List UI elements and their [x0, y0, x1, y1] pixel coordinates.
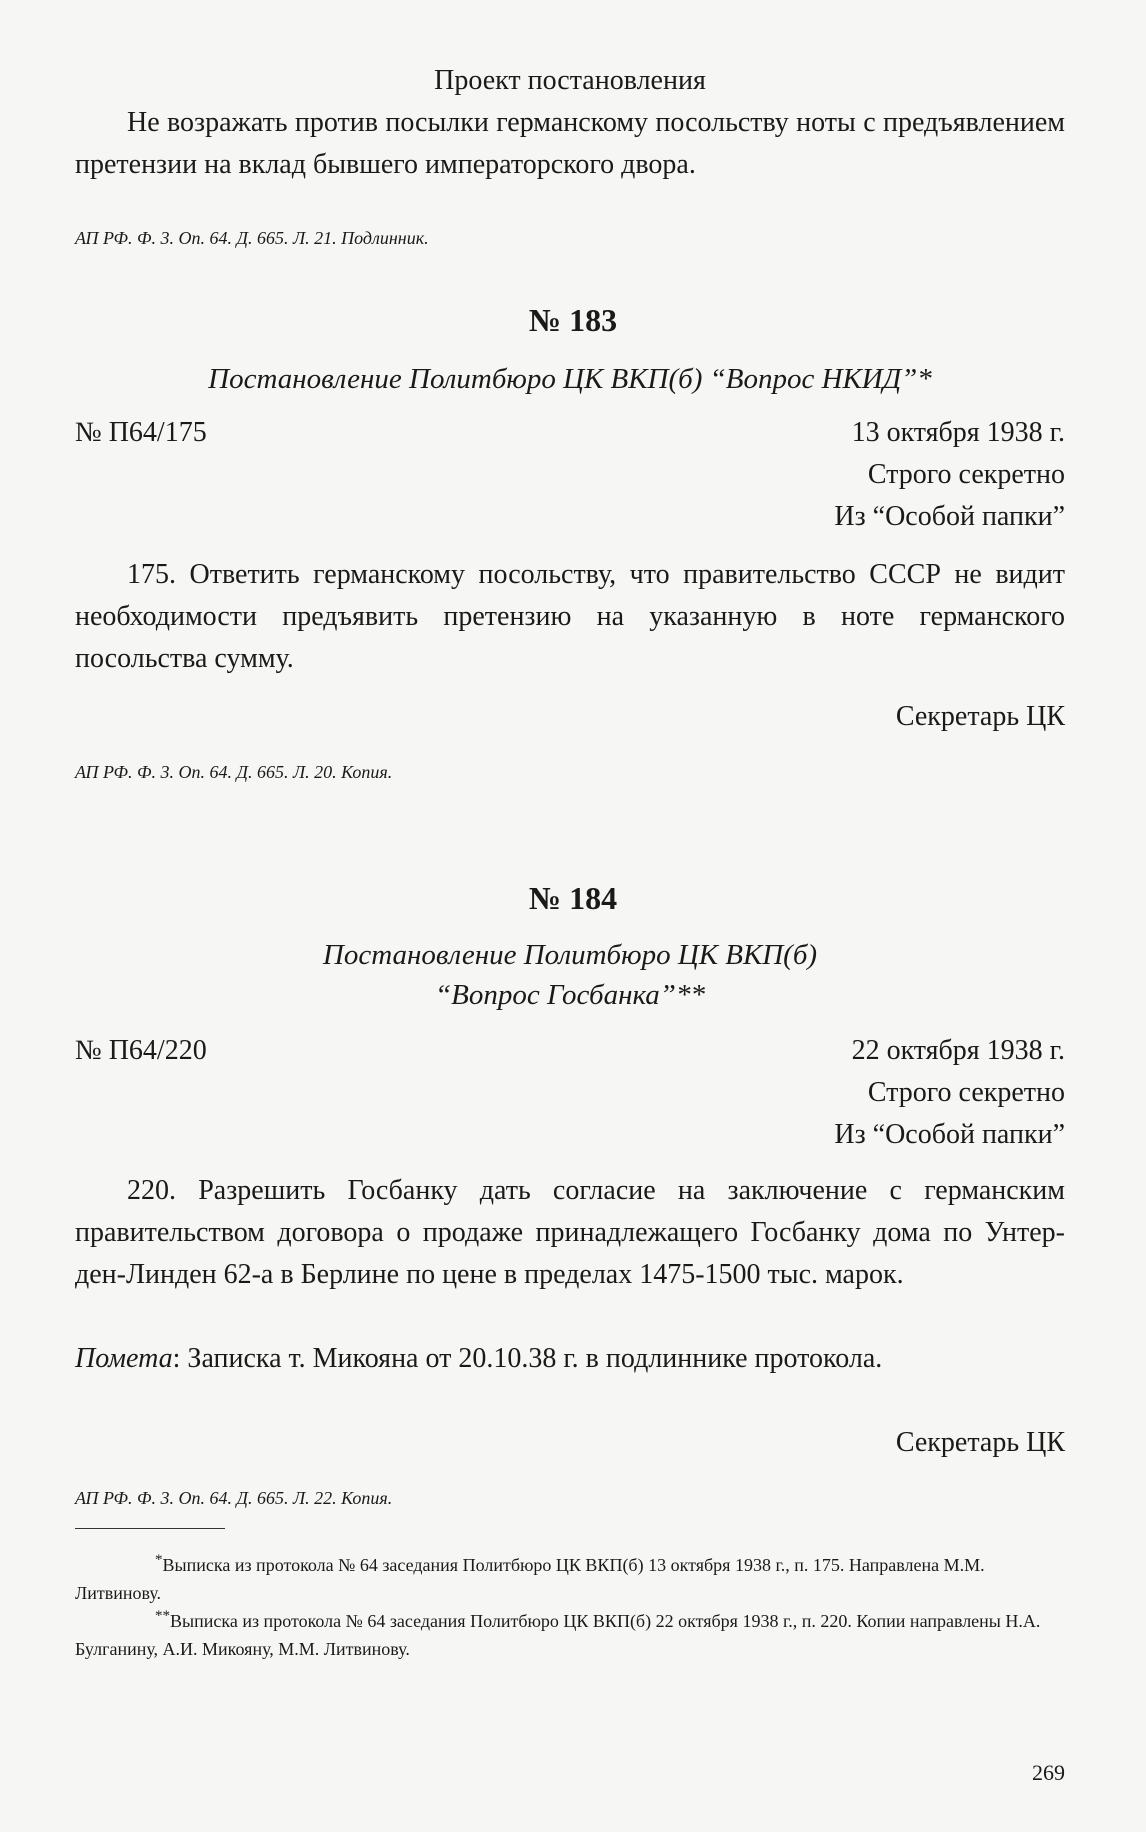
footnote-2: **Выписка из протокола № 64 заседания Политбюро ЦК ВКП(б) 22 октября 1938 г., п. 220. Копии направлены Н.А. Булганину, А.И. Микояну, М.М. Литвинову.: [75, 1608, 1041, 1659]
doc183-secrecy: Строго секретно: [867, 459, 1065, 490]
doc184-title-line1: Постановление Политбюро ЦК ВКП(б): [322, 939, 818, 971]
footnote-1: *Выписка из протокола № 64 заседания Политбюро ЦК ВКП(б) 13 октября 1938 г., п. 175. Направлена М.М. Литвинову.: [75, 1552, 985, 1603]
doc183-folder: Из “Особой папки”: [834, 501, 1065, 532]
doc183-signature: Секретарь ЦК: [895, 701, 1065, 732]
doc184-signature: Секретарь ЦК: [895, 1427, 1065, 1458]
footnote-1-mark: *: [155, 1552, 163, 1568]
doc184-note-label: Помета: [75, 1343, 173, 1374]
doc183-source: АП РФ. Ф. 3. Оп. 64. Д. 665. Л. 20. Копия.: [75, 762, 393, 782]
doc184-folder: Из “Особой папки”: [834, 1119, 1065, 1150]
doc184-note: [75, 1338, 1065, 1380]
doc183-number: № 183: [528, 302, 618, 338]
doc183-title: Постановление Политбюро ЦК ВКП(б) “Вопрос НКИД”*: [208, 363, 932, 395]
preamble-heading: Проект постановления: [434, 65, 706, 96]
doc184-secrecy: Строго секретно: [867, 1077, 1065, 1108]
doc184-note-text: : Записка т. Микояна от 20.10.38 г. в подлиннике протокола.: [172, 1343, 883, 1374]
doc184-source: АП РФ. Ф. 3. Оп. 64. Д. 665. Л. 22. Копия.: [75, 1488, 393, 1508]
doc183-date: 13 октября 1938 г.: [851, 417, 1065, 448]
doc183-protocol-number: № П64/175: [75, 417, 207, 448]
preamble-body: Не возражать против посылки германскому посольству ноты с предъявлением претензии на вклад бывшего императорского двора.: [75, 107, 1065, 180]
footnote-rule: [75, 1528, 225, 1529]
doc184-number: № 184: [528, 880, 618, 916]
page-number: 269: [1032, 1760, 1065, 1785]
footnote-2-mark: **: [155, 1608, 170, 1624]
preamble-source: АП РФ. Ф. 3. Оп. 64. Д. 665. Л. 21. Подлинник.: [75, 228, 429, 248]
doc184-title-line2: “Вопрос Госбанка”**: [435, 979, 705, 1011]
doc184-body: 220. Разрешить Госбанку дать согласие на заключение с германским правительством договора о продаже принадлежащего Госбанку дома по Унтер-ден-Линден 62-а в Берлине по цене в пределах 1475-1500 тыс. марок.: [75, 1175, 1065, 1290]
doc184-protocol-number: № П64/220: [75, 1035, 207, 1066]
doc183-body: 175. Ответить германскому посольству, что правительство СССР не видит необходимости предъявить претензию на указанную в ноте германского посольства сумму.: [75, 559, 1065, 674]
doc184-date: 22 октября 1938 г.: [851, 1035, 1065, 1066]
